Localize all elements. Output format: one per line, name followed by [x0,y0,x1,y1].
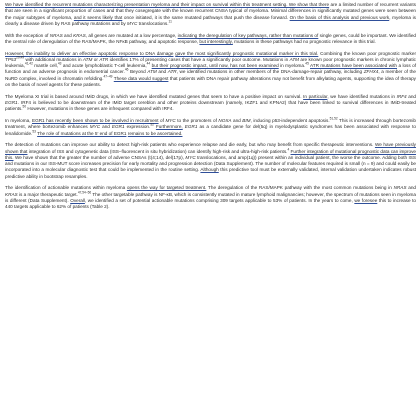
highlighted-text: but interestingly, [199,38,233,44]
body-paragraph [5,118,416,137]
gene-name: KRAS [73,32,86,38]
text-run: The detection of mutations can improve our ability to detect high-risk patients who experience relapse and die early, but who may benefit from specific therapeutic interventions. [5,142,375,148]
gene-name: NRAS [393,185,407,191]
highlighted-text: remains to be ascertained. [127,130,183,136]
gene-name: MYC [185,154,196,160]
citation-superscript: 44 [146,61,151,66]
text-run: once initiated, it is the same mutated pathways that push the disease forward. [122,14,290,20]
text-run: Combining the known poor prognostic marker [318,50,416,56]
gene-name: BIM [242,118,251,124]
text-run: and [100,124,112,130]
gene-name: MYC [165,118,176,124]
gene-name: ATM [289,56,300,62]
highlighted-text: We have previously shown that [5,142,416,154]
gene-name: ATR [99,56,109,62]
citation-superscript: 47–49 [103,74,113,79]
text-run: mutations in these pathways had no prognostic relevance in this trial. [232,38,376,44]
text-run: With the exception of [5,32,50,38]
text-run: translocations, and amp(1q)) present within an individual patient, the worse the outcome. Adding both ISS and mutations in our ISS-MUT score increases precision for early mortality and progression detection (Data Supplement). The number of molecular features required is small (n = 9) and could easily be incorporated into a molecular diagnostic test that could be implemented in the routine setting. [5,154,416,173]
highlighted-text: In particular [303,93,328,99]
highlighted-text: Although [200,167,219,173]
text-run: Beyond [128,69,148,75]
gene-name: ATM [82,56,93,62]
highlighted-text: indicating the deregulation of key pathways, rather than mutations of [177,32,319,38]
text-run: This is increased through bortezomib treatment, where bortezomib enhances [5,118,417,130]
text-run: , we identified a set of potential actionable mutations comprising 309 targets applicable to 53% of patients. In the years to come, [84,198,355,204]
highlighted-text: These data would suggest [113,75,169,81]
text-run: and [406,93,416,99]
highlighted-text: The role of mutations at the 5′ end of EGR1 [37,130,127,136]
citation-superscript: 46 [124,67,129,72]
gene-name: MYC [89,124,101,130]
text-run: and [156,69,168,75]
citation-superscript: 47,54–56 [77,190,92,195]
citation-superscript: 29,49 [16,55,25,60]
highlighted-text: Further integration of mutational prognostic data can improve this. [5,148,416,160]
text-run: . IRF4 is believed to be downstream of the IMiD target cereblon and other proteins downstream (namely, IKZF1 and KPNA2) that have been linked to survival differences in IMiD-treated patients. [5,100,416,112]
text-run: a loss of function and an adverse prognosis in endometrial cancer. [5,63,416,75]
highlighted-text: We have identified the recurrent mutations characterizing presentation myeloma and their impact on survival within this treatment setting. We show that there [5,2,330,7]
text-run: integration of ISS and cytogenetic data (ISS–fluorescent in situ hybridization) can identify high-risk and ultra-high-risk patients. [27,148,288,154]
body-paragraph [5,2,416,27]
text-run: However, mutations in these genes are infrequent compared with IRF4. [26,106,174,112]
highlighted-text: EGR1 has recently been shown to be involved in recruitment [32,118,159,124]
highlighted-text: opens the way for targeted treatment. [126,185,207,191]
text-run: and acute lymphoblastic T-cell leukemia, [61,63,147,69]
body-paragraph [5,94,416,113]
highlighted-text: but their prognostic impact, until now, has not been examined [151,63,279,69]
highlighted-text: ATR mutations have been associated with [310,63,398,69]
text-run: and [406,185,416,191]
gene-name: IRF4 [396,93,407,99]
text-run: The identification of actionable mutations within myeloma [5,185,127,191]
highlighted-text: we foresee [354,198,378,204]
highlighted-text: On the basis of this analysis and previous work [289,14,390,20]
text-run: mantle cell, [32,63,58,69]
citation-superscript: 53 [32,129,36,134]
text-run: expression. [124,124,151,130]
text-run: to the promoters of [175,118,219,124]
text-run: and [231,118,243,124]
citation-superscript: 43 [57,61,62,66]
text-run: with additional mutations in [24,56,83,62]
text-run: this to increase to 440 targets applicable to 62% of patients (Table 2). [5,198,416,210]
text-run: , inducing p53-independent apoptosis. [250,118,330,124]
text-run: , all genes are mutated at a low percentage, [85,32,178,38]
text-run: The deregulation of the RAS/MAPK pathway with the most common mutations being in [206,185,394,191]
gene-name: EGR1 [5,100,18,106]
text-run: this predictive tool must be externally validated, internal validation undertaken indicates robust predictive ability in bootstrap resamples. [5,167,416,179]
citation-superscript: 41,42 [24,61,33,66]
gene-name: NOXA [218,118,232,124]
highlighted-text: Furthermore, [155,124,183,130]
citation-superscript: 4 [287,147,290,152]
highlighted-text: gave the most significantly prognostic mutational marker in this trial. [175,50,319,56]
text-run: that patients with DNA repair pathway alterations may not benefit from alkylating agents, supporting the idea of therapy on the basis of novel agents for these patients. [5,75,416,88]
gene-name: NRAS [49,32,63,38]
text-run: single genes, could be important. We identified the central role of deregulation of the RAS/MAPK, the NFκB pathway, and apoptotic response, [5,32,416,44]
citation-superscript: 45 [305,61,309,66]
citation-superscript: 50 [22,104,27,109]
text-run: or [92,56,100,62]
gene-name: TP53 [5,56,17,62]
text-run: , we have identified mutations in [327,93,397,99]
text-run: identifies 17% of presenting cases that have a significantly poor outcome. Mutations in [108,56,290,62]
body-paragraph [5,185,416,210]
text-run: , we identified mutations in other members of the DNA-damage-repair pathway, including [176,69,364,75]
text-run: translocations. [137,20,169,26]
body-paragraph [5,51,416,89]
text-run: are a limited number of recurrent variants that are seen in a significant proportion of cases and that they cosegregate with the known recurrent CNSA typical of myeloma. Minimal differences in significantly mutated genes were seen between the major subtypes of myeloma, [5,2,416,20]
highlighted-text: and it seems likely that [73,14,123,20]
body-paragraph [5,142,416,180]
text-run: The other targetable pathway is NF-κB, which is consistently mutated in mature lymphoid malignancies; however, the spectrum of mutations seen in myeloma is different (Data Supplement). [5,191,416,204]
text-run: We have shown that the greater the number of adverse CNSAs (t(4;14), del(17p), [13,154,186,160]
text-run: and [62,32,74,38]
gene-name: EGR1 [184,124,198,130]
citation-superscript: 52 [150,122,154,127]
gene-name: ZFHX4 [363,69,379,75]
gene-name: KRAS [5,191,18,197]
gene-name: EGR1 [111,124,125,130]
text-run: In myeloma, [5,118,32,124]
citation-superscript: 11 [168,19,172,24]
gene-name: ATR [167,69,177,75]
text-run: of [158,118,166,124]
text-run: is a major therapeutic target. [17,191,78,197]
text-run: are known poor prognostic markers in chronic lymphatic leukemia, [5,56,416,69]
text-run: , myeloma is clearly a disease driven by RAS pathway mutations and by [5,14,416,26]
citation-superscript: 51,52 [329,116,338,121]
gene-name: ATM [147,69,157,75]
text-run: in myeloma. [278,63,306,69]
text-run: , a member of the NuRD complex, involved in chromatin refolding. [5,69,416,81]
text-run: as a candidate gene for del(5q) in myelodysplastic syndromes has been associated with response to lenalidomide. [5,124,417,136]
highlighted-text: However, the inability to deliver an effective apoptotic response to DNA damage [5,50,174,56]
body-paragraph [5,33,416,46]
text-run: The Myeloma XI trial is based around IMiD drugs, in which we have identified mutated genes that seem to have a positive impact on survival. [5,93,304,99]
gene-name: MYC [127,20,138,26]
highlighted-text: Overall [70,198,85,204]
